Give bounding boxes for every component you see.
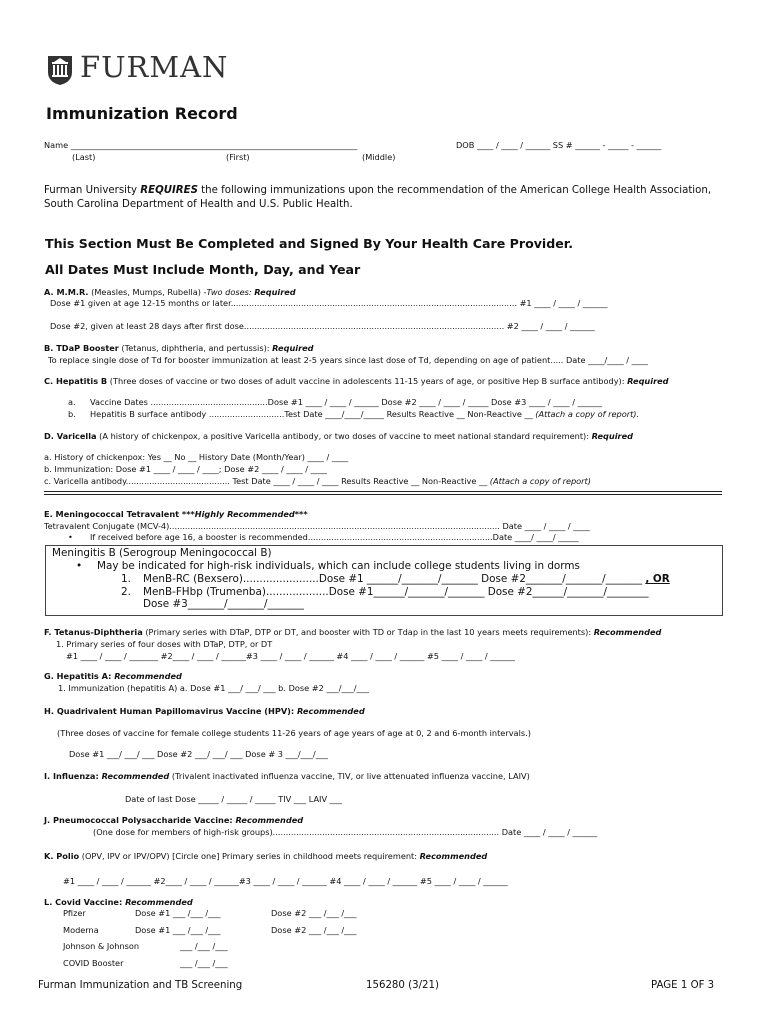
covid-heading: L. Covid Vaccine: Recommended [44, 897, 193, 907]
hepb-a-label: a. [68, 397, 76, 407]
tetanus-primary: 1. Primary series of four doses with DTaP, DTP, or DT [56, 639, 273, 649]
tdap-heading: B. TDaP Booster (Tetanus, diphtheria, and pertussis): Required [44, 343, 314, 353]
mening-conjugate[interactable]: Tetravalent Conjugate (MCV-4)............................................................................................................................... Date ____ / ____ / ____ [44, 521, 590, 531]
footer-left: Furman Immunization and TB Screening [38, 980, 243, 991]
mmr-dose-2[interactable]: Dose #2, given at least 28 days after first dose.................................................................................................... #2 ____ / ____ / ______ [50, 321, 595, 331]
covid-dose-1[interactable]: ___ /___ /___ [180, 958, 228, 968]
covid-dose-1[interactable]: Dose #1 ___ /___ /___ [135, 908, 221, 918]
footer-page-number: PAGE 1 OF 3 [651, 980, 715, 991]
flu-last-dose[interactable]: Date of last Dose _____ / _____ / _____ TIV ___ LAIV ___ [125, 794, 342, 804]
pneumo-heading: J. Pneumococcal Polysaccharide Vaccine: Recommended [44, 815, 304, 825]
menb-title: Meningitis B (Serogroup Meningococcal B) [52, 547, 272, 559]
tetanus-heading: F. Tetanus-Diphtheria (Primary series with DTaP, DTP or DT, and booster with TD or Tdap in the last 10 years meets requirements): Recommended [44, 627, 662, 637]
mmr-dose-1[interactable]: Dose #1 given at age 12-15 months or later.............................................................................................................. #1 ____ / ____ / ______ [50, 298, 608, 308]
varicella-immunization[interactable]: b. Immunization: Dose #1 ____ / ____ / ____; Dose #2 ____ / ____ / ____ [44, 464, 328, 474]
flu-heading: I. Influenza: Recommended (Trivalent inactivated influenza vaccine, TIV, or live attenuated influenza vaccine, LAIV) [44, 771, 530, 781]
menb-num-1: 1. [121, 573, 131, 585]
mening-heading: E. Meningococcal Tetravalent ***Highly Recommended*** [44, 509, 308, 519]
menb-dose-3[interactable]: Dose #3_______/_______/_______ [143, 598, 304, 610]
intro-line-1: Furman University REQUIRES the following immunizations upon the recommendation of the American College Health Association, [44, 185, 712, 196]
name-field-line[interactable]: Name ______________________________________________________________________ [44, 140, 358, 150]
covid-dose-2[interactable]: Dose #2 ___ /___ /___ [271, 925, 357, 935]
first-caption: (First) [226, 152, 250, 162]
tdap-line[interactable]: To replace single dose of Td for booster immunization at least 2-5 years since last dose of Td, depending on age of patient..... Date ____/____ / ____ [48, 355, 648, 365]
footer-form-number: 156280 (3/21) [366, 980, 439, 991]
hpv-doses[interactable]: Dose #1 ___/ ___/ ___ Dose #2 ___/ ___/ ___ Dose # 3 ___/___/___ [69, 749, 328, 759]
varicella-history[interactable]: a. History of chickenpox: Yes __ No __ History Date (Month/Year) ____ / ____ [44, 452, 349, 462]
covid-name: Pfizer [63, 908, 86, 918]
dates-heading: All Dates Must Include Month, Day, and Year [45, 262, 361, 277]
divider [44, 491, 722, 492]
mening-booster[interactable]: If received before age 16, a booster is recommended.......................................................................Date ____/ ____/ _____ [90, 532, 579, 542]
varicella-heading: D. Varicella (A history of chickenpox, a positive Varicella antibody, or two doses of vaccine to meet national standard requirement): Required [44, 431, 633, 441]
varicella-antibody[interactable]: c. Varicella antibody........................................ Test Date ____ / ____ / ____ Results Reactive __ Non-Reactive __ (Attach a copy of report) [44, 476, 591, 486]
hepb-b-label: b. [68, 409, 76, 419]
hepb-vaccine-dates[interactable]: Vaccine Dates .............................................Dose #1 ____ / ____ / ______ Dose #2 ____ / ____ / _____ Dose #3 ____ / ____ / ______ [90, 397, 603, 407]
hpv-heading: H. Quadrivalent Human Papillomavirus Vaccine (HPV): Recommended [44, 706, 365, 716]
covid-name: Johnson & Johnson [63, 941, 140, 951]
intro-line-2: South Carolina Department of Health and U.S. Public Health. [44, 199, 353, 210]
dob-ss-fields[interactable]: DOB ____ / ____ / ______ SS # ______ - _____ - ______ [456, 140, 662, 150]
pneumo-dose[interactable]: (One dose for members of high-risk groups)....................................................................................... Date ____ / ____ / ______ [93, 827, 598, 837]
page-title: Immunization Record [46, 104, 238, 123]
hepb-antibody[interactable]: Hepatitis B surface antibody .............................Test Date ____/____/_____ Results Reactive __ Non-Reactive __ (Attach a copy of report). [90, 409, 640, 419]
menb-indication: May be indicated for high-risk individuals, which can include college students living in dorms [97, 560, 580, 572]
hepa-heading: G. Hepatitis A: Recommended [44, 671, 182, 681]
menb-num-2: 2. [121, 586, 131, 598]
bullet: • [68, 532, 73, 542]
covid-name: Moderna [63, 925, 99, 935]
furman-seal-icon [46, 54, 74, 86]
polio-heading: K. Polio (OPV, IPV or IPV/OPV) [Circle one] Primary series in childhood meets requirement: Recommended [44, 851, 488, 861]
hepa-doses[interactable]: 1. Immunization (hepatitis A) a. Dose #1 ___/ ___/ ___ b. Dose #2 ___/___/___ [58, 683, 369, 693]
mmr-heading: A. M.M.R. (Measles, Mumps, Rubella) -Two doses: Required [44, 287, 296, 297]
divider [44, 494, 722, 495]
covid-dose-2[interactable]: Dose #2 ___ /___ /___ [271, 908, 357, 918]
section-heading: This Section Must Be Completed and Signed By Your Health Care Provider. [45, 236, 574, 251]
bullet: • [76, 560, 83, 572]
covid-dose-1[interactable]: Dose #1 ___ /___ /___ [135, 925, 221, 935]
middle-caption: (Middle) [362, 152, 396, 162]
menb-trumenba[interactable]: MenB-FHbp (Trumenba)...................Dose #1______/_______/_______ Dose #2______/_______/________ [143, 586, 649, 598]
tetanus-doses[interactable]: #1 ____ / ____ / _______ #2____ / ____ / ______#3 ____ / ____ / ______ #4 ____ / ____ / ______ #5 ____ / ____ / ______ [66, 651, 515, 661]
polio-doses[interactable]: #1 ____ / ____ / ______ #2____ / ____ / ______#3 ____ / ____ / ______ #4 ____ / ____ / ______ #5 ____ / ____ / ______ [63, 876, 508, 886]
hpv-description: (Three doses of vaccine for female college students 11-26 years of age years of age at 0, 2 and 6-month intervals.) [57, 728, 531, 738]
covid-dose-1[interactable]: ___ /___ /___ [180, 941, 228, 951]
last-caption: (Last) [72, 152, 96, 162]
hepb-heading: C. Hepatitis B (Three doses of vaccine or two doses of adult vaccine in adolescents 11-15 years of age, or positive Hep B surface antibody): Required [44, 376, 669, 386]
logo-text: FURMAN [80, 50, 229, 84]
menb-bexsero[interactable]: MenB-RC (Bexsero).......................Dose #1 ______/_______/_______ Dose #2_______/_______/_______ , OR [143, 573, 670, 585]
covid-name: COVID Booster [63, 958, 124, 968]
